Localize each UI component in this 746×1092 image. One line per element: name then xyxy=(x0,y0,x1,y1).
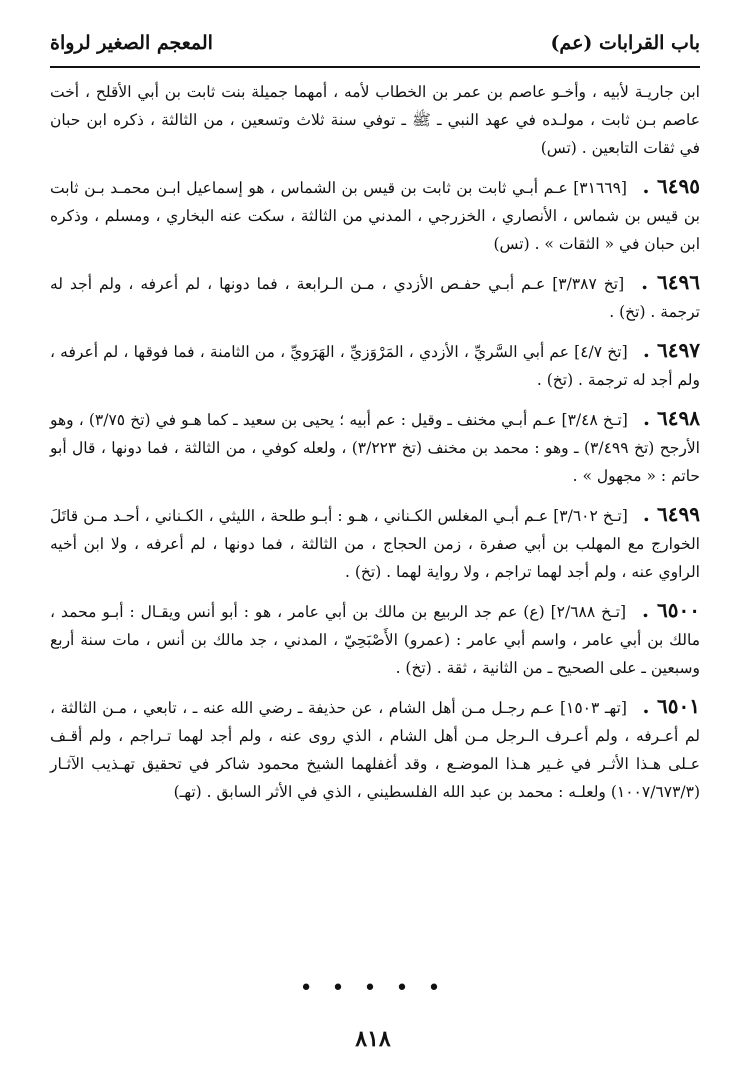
book-title: المعجم الصغير لرواة xyxy=(50,32,213,54)
entry-6497 xyxy=(50,336,700,394)
entry-text: [تخ ٤/٧] عم أبي السَّريِّ ، الأزدي ، المَرْوَزيِّ ، الهَرَويِّ ، من الثامنة ، فما فوقها ، لم أعرفه ، ولم أجد له ترجمة . (تخ) . xyxy=(50,343,700,389)
entry-number: ٦٤٩٥ . xyxy=(642,174,701,198)
entry-number: ٦٤٩٦ . xyxy=(641,270,700,294)
entry-number: ٦٥٠٠ . xyxy=(642,598,700,622)
entry-continuation xyxy=(50,78,700,162)
entry-text: [تخ ٣/٣٨٧] عـم أبـي حفـص الأزدي ، مـن الـرابعة ، فما دونها ، لم أعرفه ، ولم أجد له ترجمة . (تخ) . xyxy=(50,275,700,321)
entry-6500 xyxy=(50,596,700,682)
entry-text: ابن جاريـة لأبيه ، وأخـو عاصم بن عمر بن الخطاب لأمه ، أمهما جميلة بنت ثابت بن أبي الأقلح ، أخت عاصم بـن ثابت ، مولـده في عهد النبي ـ ﷺ ـ توفي سنة ثلاث وتسعين ، من الثالثة ، ذكره ابن حبان في ثقات التابعين . (تس) xyxy=(50,83,700,157)
section-title: باب القرابات (عم) xyxy=(550,32,700,54)
page-number: ٨١٨ xyxy=(355,1026,391,1052)
entry-number: ٦٤٩٩ . xyxy=(642,502,700,526)
entry-number: ٦٤٩٧ . xyxy=(642,338,700,362)
entry-6498 xyxy=(50,404,700,490)
section-separator: • • • • • xyxy=(299,976,447,1001)
entry-6496 xyxy=(50,268,700,326)
entry-text: [٣١٦٦٩] عـم أبـي ثابت بن ثابت بن قيس بن الشماس ، هو إسماعيل ابـن محمـد بـن ثابت بن قيس بن شماس ، الأنصاري ، الخزرجي ، المدني من الثالثة ، سكت عنه البخاري ، ومسلم ، وذكره ابن حبان في « الثقات » . (تس) xyxy=(50,179,700,253)
entry-text: [تهـ ١٥٠٣] عـم رجـل مـن أهل الشام ، عن حذيفة ـ رضي الله عنه ـ ، تابعي ، مـن الثالثة ، لم أعـرفه ، ولم أعـرف الـرجل مـن أهل الشام ، الذي روى عنه ، ولم أجد لهما تـراجم ، ولم أقـف عـلى هـذا الأثـر في غـير هـذا الموضـع ، وقد أغفلهما الشيخ محمود شاكر في تحقيق تهـذيب الآثـار (١٠٠٧/٦٧٣/٣) ولعلـه : محمد بن عبد الله الفلسطيني ، الذي في الأثر السابق . (تهـ) xyxy=(50,699,700,801)
entry-6501 xyxy=(50,692,700,806)
entry-number: ٦٥٠١ . xyxy=(642,694,700,718)
entry-text: [تـخ ٣/٤٨] عـم أبـي مخنف ـ وقيل : عم أبيه ؛ يحيى بن سعيد ـ كما هـو في (تخ ٣/٧٥) ، وهو الأرجح (تخ ٣/٤٩٩) ـ وهو : محمد بن مخنف (تخ ٣/٢٢٣) ، ولعله كوفي ، من الثالثة ، فما دونها ، قال أبو حاتم : « مجهول » . xyxy=(50,411,700,485)
entry-text: [تـخ ٣/٦٠٢] عـم أبـي المغلس الكـناني ، هـو : أبـو طلحة ، الليثي ، الكـناني ، أحـد مـن قاتَلَ الخوارج مع المهلب بن أبي صفرة ، زمن الحجاج ، من الثالثة ، فما دونها ، لم أعرفه ، ولا ابن أخيه الراوي عنه ، ولم أجد لهما تراجم ، ولا رواية لهما . (تخ) . xyxy=(50,507,700,581)
entry-number: ٦٤٩٨ . xyxy=(642,406,701,430)
running-header xyxy=(50,26,700,64)
page-body xyxy=(50,78,700,816)
entry-6499 xyxy=(50,500,700,586)
entry-text: [تـخ ٢/٦٨٨] (ع) عم جد الربيع بن مالك بن أبي عامر ، هو : أبو أنس ويقـال : أبـو محمد ، مالك بن أبي عامر ، واسم أبي عامر : (عمرو) الأَصْبَحِيّ ، المدني ، جد مالك بن أنس ، مات سنة أربع وسبعين ـ على الصحيح ـ من الثانية ، ثقة . (تخ) . xyxy=(50,603,700,677)
header-rule xyxy=(50,66,700,68)
entry-6495 xyxy=(50,172,700,258)
